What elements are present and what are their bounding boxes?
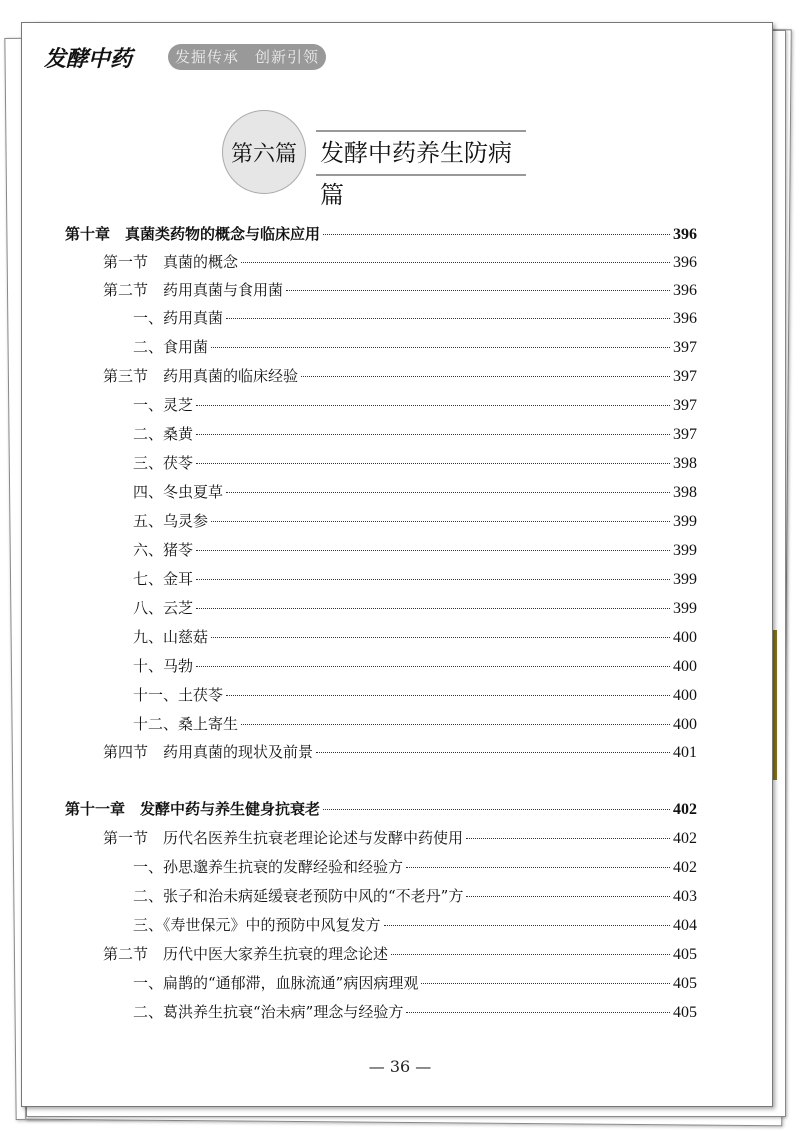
leader-dots	[421, 983, 670, 984]
leader-dots	[316, 752, 670, 753]
toc-item[interactable]	[133, 885, 697, 907]
leader-dots	[391, 954, 670, 955]
toc-page-number: 396	[673, 282, 697, 299]
toc-entry-title: 一、孙思邈养生抗衰的发酵经验和经验方	[133, 858, 404, 876]
toc-item[interactable]	[133, 452, 697, 474]
toc-item[interactable]	[133, 510, 697, 532]
toc-page-number: 396	[673, 310, 697, 327]
leader-dots	[466, 838, 670, 839]
toc-page-number: 405	[673, 1004, 697, 1021]
toc-page-number: 396	[673, 254, 697, 271]
toc-page-number: 402	[673, 859, 697, 876]
leader-dots	[286, 290, 670, 291]
toc-entry-title: 第二节 药用真菌与食用菌	[103, 281, 284, 299]
toc-entry-title: 二、桑黄	[133, 425, 194, 443]
toc-entry-title: 十二、桑上寄生	[133, 715, 239, 733]
toc-item[interactable]	[133, 394, 697, 416]
toc-item[interactable]	[133, 972, 697, 994]
toc-entry-title: 三、茯苓	[133, 454, 194, 472]
leader-dots	[406, 867, 670, 868]
toc-entry-title: 三、《寿世保元》中的预防中风复发方	[133, 916, 381, 934]
toc-chapter[interactable]	[65, 223, 697, 245]
toc-page-number: 396	[673, 226, 697, 243]
toc-entry-title: 二、葛洪养生抗衰“治未病”理念与经验方	[133, 1003, 404, 1021]
page-number: — 36 —	[368, 1057, 432, 1076]
toc-item[interactable]	[133, 568, 697, 590]
part-title: 发酵中药养生防病篇	[316, 130, 526, 176]
toc-entry-title: 二、张子和治未病延缓衰老预防中风的“不老丹”方	[133, 887, 464, 905]
toc-page-number: 398	[673, 484, 697, 501]
toc-page-number: 402	[673, 801, 697, 818]
toc-section[interactable]	[103, 741, 697, 763]
leader-dots	[196, 434, 670, 435]
toc-page-number: 400	[673, 716, 697, 733]
part-badge-label: 第六篇	[230, 141, 297, 167]
toc-page-number: 400	[673, 629, 697, 646]
toc-section[interactable]	[103, 365, 697, 387]
leader-dots	[241, 724, 670, 725]
toc-entry-title: 八、云芝	[133, 599, 194, 617]
toc-entry-title: 第二节 历代中医大家养生抗衰的理念论述	[103, 945, 389, 963]
toc-item[interactable]	[133, 914, 697, 936]
toc-page-number: 399	[673, 571, 697, 588]
toc-item[interactable]	[133, 856, 697, 878]
leader-dots	[466, 896, 670, 897]
toc-item[interactable]	[133, 655, 697, 677]
toc-page-number: 398	[673, 455, 697, 472]
toc-page-number: 402	[673, 830, 697, 847]
toc-entry-title: 一、扁鹊的“通郁滞，血脉流通”病因病理观	[133, 974, 419, 992]
leader-dots	[211, 637, 670, 638]
toc-section[interactable]	[103, 943, 697, 965]
leader-dots	[323, 809, 670, 810]
toc-item[interactable]	[133, 481, 697, 503]
toc-section[interactable]	[103, 251, 697, 273]
toc-item[interactable]	[133, 713, 697, 735]
leader-dots	[323, 234, 670, 235]
toc-entry-title: 四、冬虫夏草	[133, 483, 224, 501]
toc-item[interactable]	[133, 539, 697, 561]
toc-page-number: 405	[673, 975, 697, 992]
toc-item[interactable]	[133, 684, 697, 706]
toc-entry-title: 五、乌灵参	[133, 512, 209, 530]
toc-entry-title: 第四节 药用真菌的现状及前景	[103, 743, 314, 761]
leader-dots	[196, 608, 670, 609]
toc-item[interactable]	[133, 307, 697, 329]
toc-entry-title: 九、山慈菇	[133, 628, 209, 646]
toc-page-number: 397	[673, 339, 697, 356]
toc-entry-title: 第十一章 发酵中药与养生健身抗衰老	[65, 800, 321, 818]
toc-page-number: 399	[673, 513, 697, 530]
toc-section[interactable]	[103, 827, 697, 849]
toc-page-number: 397	[673, 397, 697, 414]
toc-page-number: 400	[673, 658, 697, 675]
leader-dots	[226, 318, 670, 319]
toc-entry-title: 二、食用菌	[133, 338, 209, 356]
toc-item[interactable]	[133, 626, 697, 648]
leader-dots	[211, 521, 670, 522]
toc-item[interactable]	[133, 336, 697, 358]
toc-item[interactable]	[133, 423, 697, 445]
toc-item[interactable]	[133, 1001, 697, 1023]
leader-dots	[226, 695, 670, 696]
toc-page-number: 405	[673, 946, 697, 963]
toc-entry-title: 一、灵芝	[133, 396, 194, 414]
leader-dots	[196, 463, 670, 464]
leader-dots	[196, 579, 670, 580]
toc-entry-title: 七、金耳	[133, 570, 194, 588]
leader-dots	[301, 376, 670, 377]
toc-page-number: 403	[673, 888, 697, 905]
toc-item[interactable]	[133, 597, 697, 619]
toc-page-number: 397	[673, 368, 697, 385]
toc-page-number: 400	[673, 687, 697, 704]
brand-logo: 发酵中药	[44, 46, 133, 72]
leader-dots	[196, 550, 670, 551]
leader-dots	[241, 262, 670, 263]
toc-entry-title: 第一节 历代名医养生抗衰老理论论述与发酵中药使用	[103, 829, 464, 847]
toc-entry-title: 第一节 真菌的概念	[103, 253, 239, 271]
part-badge	[222, 110, 306, 194]
toc-page-number: 404	[673, 917, 697, 934]
toc-entry-title: 一、药用真菌	[133, 309, 224, 327]
toc-entry-title: 第十章 真菌类药物的概念与临床应用	[65, 225, 321, 243]
leader-dots	[196, 405, 670, 406]
toc-page-number: 401	[673, 744, 697, 761]
toc-entry-title: 十、马勃	[133, 657, 194, 675]
leader-dots	[211, 347, 670, 348]
toc-chapter[interactable]	[65, 798, 697, 820]
toc-entry-title: 十一、土茯苓	[133, 686, 224, 704]
toc-page-number: 397	[673, 426, 697, 443]
toc-page-number: 399	[673, 600, 697, 617]
toc-page-number: 399	[673, 542, 697, 559]
leader-dots	[196, 666, 670, 667]
slogan-banner: 发掘传承 创新引领	[168, 44, 326, 70]
leader-dots	[384, 925, 670, 926]
leader-dots	[226, 492, 670, 493]
toc-entry-title: 第三节 药用真菌的临床经验	[103, 367, 299, 385]
leader-dots	[406, 1012, 670, 1013]
toc-entry-title: 六、猪苓	[133, 541, 194, 559]
toc-section[interactable]	[103, 279, 697, 301]
